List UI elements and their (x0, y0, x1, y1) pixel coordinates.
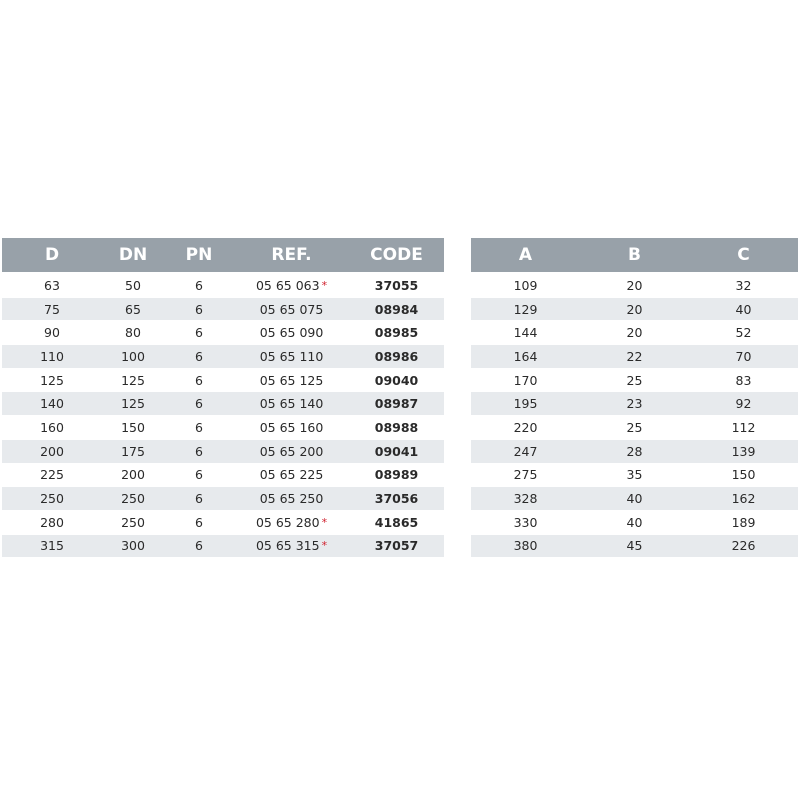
table-row (2, 510, 444, 534)
asterisk-mark: * (321, 278, 328, 292)
cell-ref (234, 273, 349, 297)
cell-code: 08987 (349, 392, 444, 416)
cell-c: 139 (689, 439, 798, 463)
cell-a: 330 (471, 510, 580, 534)
cell-dn: 100 (102, 345, 164, 369)
cell-a: 164 (471, 345, 580, 369)
cell-b: 25 (580, 416, 689, 440)
column-header-a: A (471, 238, 580, 273)
table-row (471, 273, 798, 297)
table-row (2, 439, 444, 463)
cell-b: 20 (580, 321, 689, 345)
column-header-b: B (580, 238, 689, 273)
cell-pn: 6 (164, 345, 234, 369)
cell-dn: 250 (102, 510, 164, 534)
cell-pn: 6 (164, 273, 234, 297)
table-row (471, 321, 798, 345)
cell-c: 112 (689, 416, 798, 440)
table-row (2, 392, 444, 416)
cell-d: 125 (2, 368, 102, 392)
cell-b: 28 (580, 439, 689, 463)
cell-dn: 175 (102, 439, 164, 463)
table-row (2, 368, 444, 392)
cell-dn: 300 (102, 534, 164, 557)
cell-dn: 50 (102, 273, 164, 297)
cell-b: 40 (580, 487, 689, 511)
cell-b: 40 (580, 510, 689, 534)
ref-value: 05 65 090 (259, 325, 324, 341)
cell-dn: 125 (102, 392, 164, 416)
cell-c: 83 (689, 368, 798, 392)
cell-a: 328 (471, 487, 580, 511)
ref-value: 05 65 225 (259, 467, 324, 483)
cell-code: 37056 (349, 487, 444, 511)
cell-ref (234, 416, 349, 440)
abc-dimensions-table (471, 238, 798, 557)
cell-d: 160 (2, 416, 102, 440)
cell-code: 37055 (349, 273, 444, 297)
table-row (471, 392, 798, 416)
ref-value: 05 65 063 (255, 277, 320, 293)
cell-b: 20 (580, 297, 689, 321)
asterisk-mark: * (321, 515, 328, 529)
table-row (2, 297, 444, 321)
cell-pn: 6 (164, 368, 234, 392)
cell-dn: 150 (102, 416, 164, 440)
cell-c: 92 (689, 392, 798, 416)
ref-value: 05 65 315 (255, 538, 320, 554)
cell-c: 70 (689, 345, 798, 369)
cell-a: 275 (471, 463, 580, 487)
cell-a: 144 (471, 321, 580, 345)
cell-dn: 65 (102, 297, 164, 321)
cell-d: 315 (2, 534, 102, 557)
table-row (2, 273, 444, 297)
cell-c: 162 (689, 487, 798, 511)
cell-pn: 6 (164, 463, 234, 487)
cell-pn: 6 (164, 439, 234, 463)
ref-value: 05 65 200 (259, 443, 324, 459)
table-row (2, 416, 444, 440)
table-row (471, 463, 798, 487)
table-row (2, 321, 444, 345)
cell-b: 25 (580, 368, 689, 392)
cell-b: 45 (580, 534, 689, 557)
table-row (471, 534, 798, 557)
table-row (471, 345, 798, 369)
cell-code: 08989 (349, 463, 444, 487)
cell-d: 75 (2, 297, 102, 321)
column-header-dn: DN (102, 238, 164, 273)
cell-ref (234, 392, 349, 416)
cell-code: 41865 (349, 510, 444, 534)
cell-a: 220 (471, 416, 580, 440)
cell-d: 90 (2, 321, 102, 345)
ref-value: 05 65 280 (255, 514, 320, 530)
cell-a: 247 (471, 439, 580, 463)
cell-code: 08984 (349, 297, 444, 321)
cell-ref (234, 297, 349, 321)
cell-b: 23 (580, 392, 689, 416)
right-table-body (471, 273, 798, 557)
cell-a: 195 (471, 392, 580, 416)
cell-d: 140 (2, 392, 102, 416)
ref-value: 05 65 160 (259, 419, 324, 435)
table-row (2, 463, 444, 487)
cell-c: 32 (689, 273, 798, 297)
cell-a: 109 (471, 273, 580, 297)
cell-d: 225 (2, 463, 102, 487)
cell-ref (234, 510, 349, 534)
table-row (471, 297, 798, 321)
cell-c: 40 (689, 297, 798, 321)
cell-dn: 250 (102, 487, 164, 511)
table-header-row (471, 238, 798, 273)
cell-ref (234, 534, 349, 557)
cell-ref (234, 463, 349, 487)
cell-d: 110 (2, 345, 102, 369)
cell-code: 09041 (349, 439, 444, 463)
column-header-c: C (689, 238, 798, 273)
table-row (471, 510, 798, 534)
cell-a: 129 (471, 297, 580, 321)
cell-pn: 6 (164, 416, 234, 440)
column-header-d: D (2, 238, 102, 273)
cell-code: 08985 (349, 321, 444, 345)
column-header-ref: REF. (234, 238, 349, 273)
cell-ref (234, 487, 349, 511)
asterisk-mark: * (321, 539, 328, 553)
cell-code: 09040 (349, 368, 444, 392)
left-table-body (2, 273, 444, 557)
cell-pn: 6 (164, 297, 234, 321)
cell-c: 189 (689, 510, 798, 534)
cell-b: 22 (580, 345, 689, 369)
cell-d: 280 (2, 510, 102, 534)
table-row (471, 487, 798, 511)
table-row (471, 439, 798, 463)
cell-pn: 6 (164, 392, 234, 416)
ref-value: 05 65 250 (259, 491, 324, 507)
cell-code: 37057 (349, 534, 444, 557)
cell-dn: 200 (102, 463, 164, 487)
cell-a: 170 (471, 368, 580, 392)
cell-c: 52 (689, 321, 798, 345)
cell-code: 08988 (349, 416, 444, 440)
cell-d: 250 (2, 487, 102, 511)
table-row (2, 534, 444, 557)
ref-value: 05 65 140 (259, 396, 324, 412)
cell-b: 35 (580, 463, 689, 487)
cell-pn: 6 (164, 321, 234, 345)
cell-dn: 125 (102, 368, 164, 392)
ref-value: 05 65 125 (259, 372, 324, 388)
cell-b: 20 (580, 273, 689, 297)
cell-ref (234, 368, 349, 392)
cell-d: 63 (2, 273, 102, 297)
cell-ref (234, 439, 349, 463)
table-row (2, 487, 444, 511)
cell-pn: 6 (164, 487, 234, 511)
cell-d: 200 (2, 439, 102, 463)
cell-a: 380 (471, 534, 580, 557)
cell-dn: 80 (102, 321, 164, 345)
column-header-pn: PN (164, 238, 234, 273)
table-row (471, 368, 798, 392)
ref-value: 05 65 110 (259, 348, 324, 364)
table-row (471, 416, 798, 440)
column-header-code: CODE (349, 238, 444, 273)
cell-ref (234, 345, 349, 369)
cell-c: 150 (689, 463, 798, 487)
cell-c: 226 (689, 534, 798, 557)
cell-pn: 6 (164, 510, 234, 534)
table-header-row (2, 238, 444, 273)
cell-ref (234, 321, 349, 345)
cell-code: 08986 (349, 345, 444, 369)
dimensions-code-table (2, 238, 444, 557)
table-row (2, 345, 444, 369)
ref-value: 05 65 075 (259, 301, 324, 317)
cell-pn: 6 (164, 534, 234, 557)
